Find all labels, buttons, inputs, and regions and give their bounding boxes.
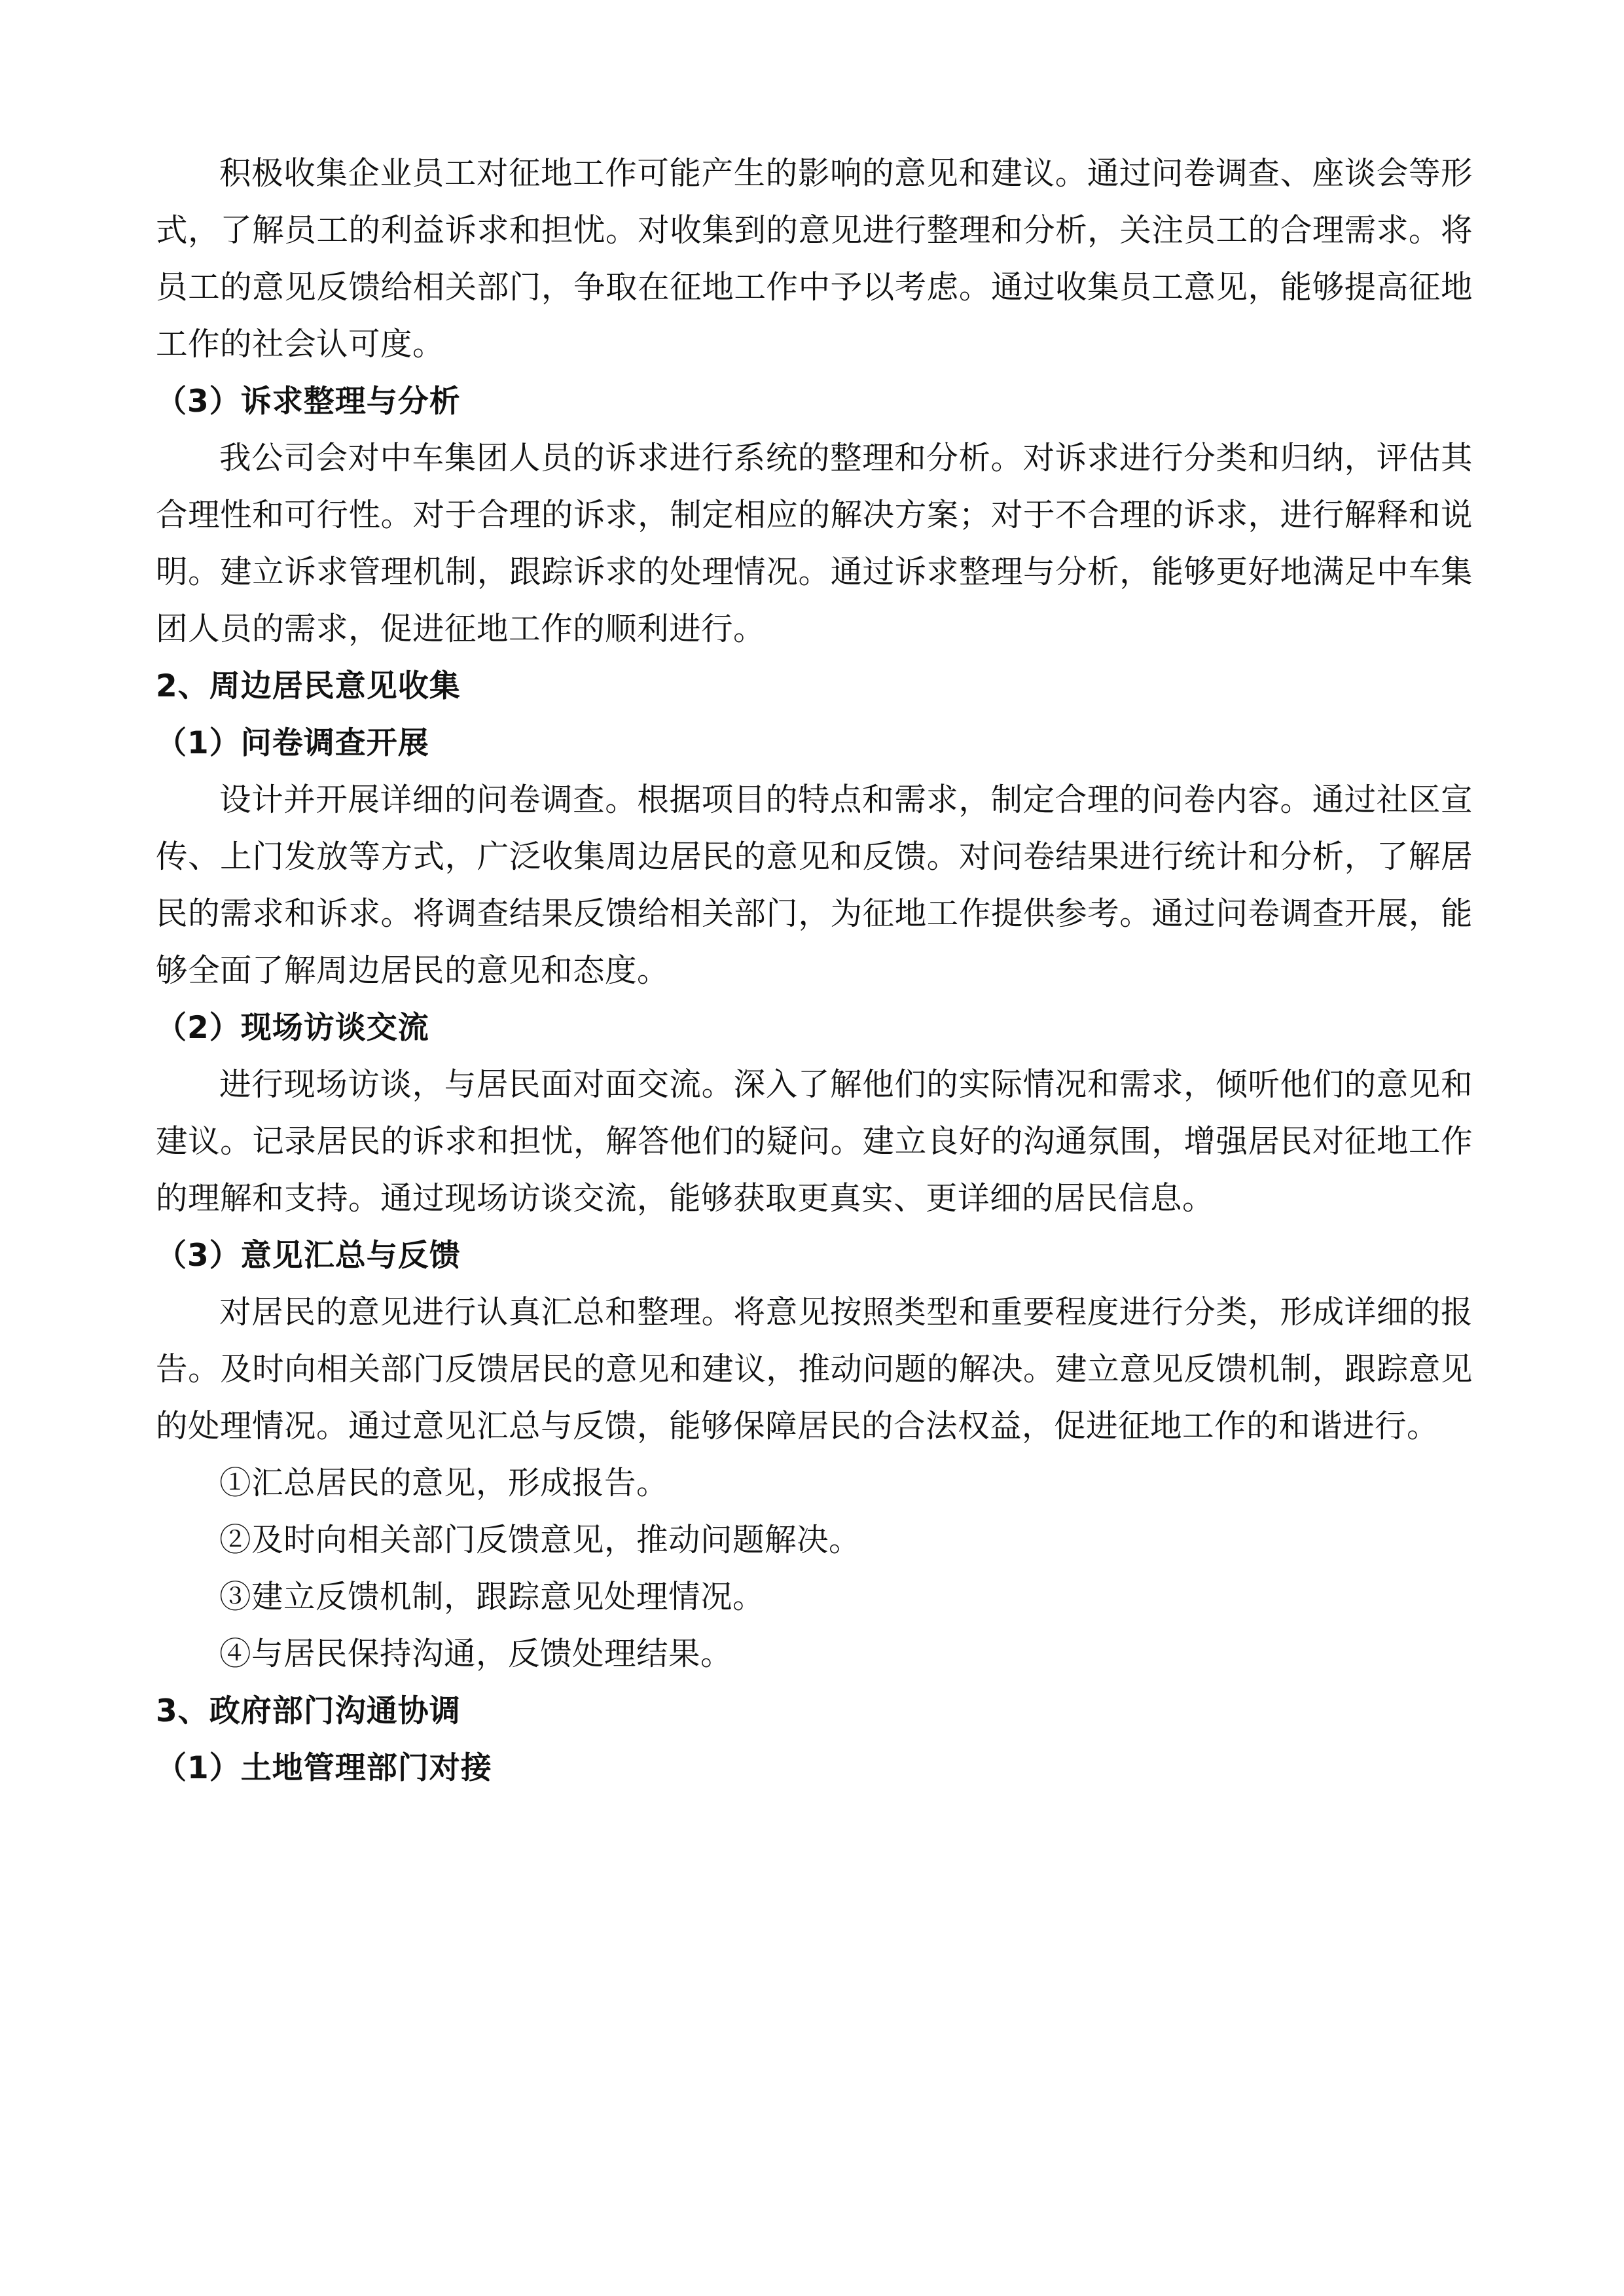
paragraph-employee-opinions: 积极收集企业员工对征地工作可能产生的影响的意见和建议。通过问卷调查、座谈会等形式，了解员工的利益诉求和担忧。对收集到的意见进行整理和分析，关注员工的合理需求。将员工的意见反馈给相关部门，争取在征地工作中予以考虑。通过收集员工意见，能够提高征地工作的社会认可度。 (156, 155, 1473, 363)
heading-government-coordination: 3、政府部门沟通协调 (156, 1693, 461, 1729)
list-item: ④与居民保持沟通，反馈处理结果。 (219, 1636, 733, 1672)
paragraph-onsite-interview: 进行现场访谈，与居民面对面交流。深入了解他们的实际情况和需求，倾听他们的意见和建议。记录居民的诉求和担忧，解答他们的疑问。建立良好的沟通氛围，增强居民对征地工作的理解和支持。通过现场访谈交流，能够获取更真实、更详细的居民信息。 (156, 1066, 1473, 1217)
paragraph-demand-analysis: 我公司会对中车集团人员的诉求进行系统的整理和分析。对诉求进行分类和归纳，评估其合理性和可行性。对于合理的诉求，制定相应的解决方案；对于不合理的诉求，进行解释和说明。建立诉求管理机制，跟踪诉求的处理情况。通过诉求整理与分析，能够更好地满足中车集团人员的需求，促进征地工作的顺利进行。 (156, 440, 1473, 647)
paragraph-opinion-summary: 对居民的意见进行认真汇总和整理。将意见按照类型和重要程度进行分类，形成详细的报告。及时向相关部门反馈居民的意见和建议，推动问题的解决。建立意见反馈机制，跟踪意见的处理情况。通过意见汇总与反馈，能够保障居民的合法权益，促进征地工作的和谐进行。 (156, 1294, 1473, 1444)
list-item: ③建立反馈机制，跟踪意见处理情况。 (219, 1579, 765, 1615)
subheading-questionnaire: （1）问卷调查开展 (156, 725, 429, 761)
list-item: ②及时向相关部门反馈意见，推动问题解决。 (219, 1522, 861, 1558)
subheading-land-management: （1）土地管理部门对接 (156, 1750, 492, 1786)
subheading-demand-analysis: （3）诉求整理与分析 (156, 384, 461, 420)
paragraph-questionnaire: 设计并开展详细的问卷调查。根据项目的特点和需求，制定合理的问卷内容。通过社区宣传、上门发放等方式，广泛收集周边居民的意见和反馈。对问卷结果进行统计和分析，了解居民的需求和诉求。将调查结果反馈给相关部门，为征地工作提供参考。通过问卷调查开展，能够全面了解周边居民的意见和态度。 (156, 781, 1473, 989)
subheading-opinion-summary: （3）意见汇总与反馈 (156, 1238, 461, 1274)
heading-resident-opinions: 2、周边居民意见收集 (156, 668, 461, 704)
list-item: ①汇总居民的意见，形成报告。 (219, 1465, 669, 1501)
document-body (156, 145, 1473, 1797)
subheading-onsite-interview: （2）现场访谈交流 (156, 1010, 429, 1046)
